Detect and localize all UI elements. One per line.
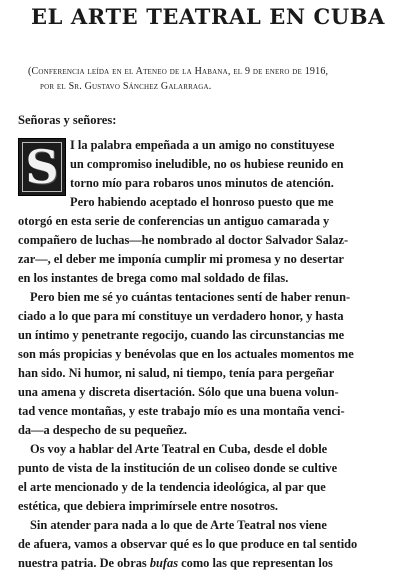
text-fragment: nuestra patria. De obras: [18, 556, 150, 570]
drop-cap-initial: S: [18, 138, 66, 196]
text-line: un compromiso ineludible, no os hubiese reunido en: [70, 157, 344, 171]
text-line: otorgó en esta serie de conferencias un antiguo camarada y: [18, 214, 330, 228]
text-line: Pero habiendo aceptado el honroso puesto que me: [70, 195, 334, 209]
text-line: tad vence montañas, y este trabajo mío es una montaña venci-: [18, 404, 345, 418]
text-line: compañero de luchas—he nombrado al doctor Salvador Salaz-: [18, 233, 349, 247]
text-line: da—a despecho de su pequeñez.: [18, 423, 188, 437]
text-line: estética, que debiera imprimírsele entre nosotros.: [18, 499, 279, 513]
text-line: torno mío para robaros unos minutos de atención.: [70, 176, 334, 190]
subtitle-line-1: (Conferencia leída en el Ateneo de la Habana, el 9 de enero de 1916,: [28, 66, 329, 77]
text-line: [18, 554, 403, 573]
text-line: Os voy a hablar del Arte Teatral en Cuba, desde el doble: [30, 442, 328, 456]
subtitle: [28, 64, 408, 94]
text-line: I la palabra empeñada a un amigo no constituyese: [70, 138, 335, 152]
body-text: [18, 136, 403, 573]
text-line: Pero bien me sé yo cuántas tentaciones sentí de haber renun-: [30, 290, 351, 304]
text-line: son más propicias y benévolas que en los actuales momentos me: [18, 347, 354, 361]
text-line: zar—, el deber me imponía cumplir mi promesa y no desertar: [18, 252, 344, 266]
text-line: el arte mencionado y de la tendencia ideológica, al par que: [18, 480, 326, 494]
greeting: Señoras y señores:: [18, 113, 117, 127]
text-line: ciado a lo que para mí constituye un verdadero honor, y hasta: [18, 309, 344, 323]
italic-word: bufas: [149, 556, 179, 570]
text-line: punto de vista de la institución de un coliseo donde se cultive: [18, 461, 338, 475]
subtitle-line-2: por el Sr. Gustavo Sánchez Galarraga.: [40, 81, 212, 92]
text-line: en los instantes de brega como mal soldado de filas.: [18, 271, 289, 285]
text-line: un íntimo y penetrante regocijo, cuando las circunstancias me: [18, 328, 345, 342]
text-line: Sin atender para nada a lo que de Arte Teatral nos viene: [30, 518, 327, 532]
text-line: de afuera, vamos a observar qué es lo que produce en tal sentido: [18, 537, 358, 551]
page-title: EL ARTE TEATRAL EN CUBA: [30, 4, 385, 29]
text-fragment: como las que representan los: [178, 556, 333, 570]
text-line: han sido. Ni humor, ni salud, ni tiempo, tenía para pergeñar: [18, 366, 335, 380]
text-line: una amena y discreta disertación. Sólo que una buena volun-: [18, 385, 339, 399]
